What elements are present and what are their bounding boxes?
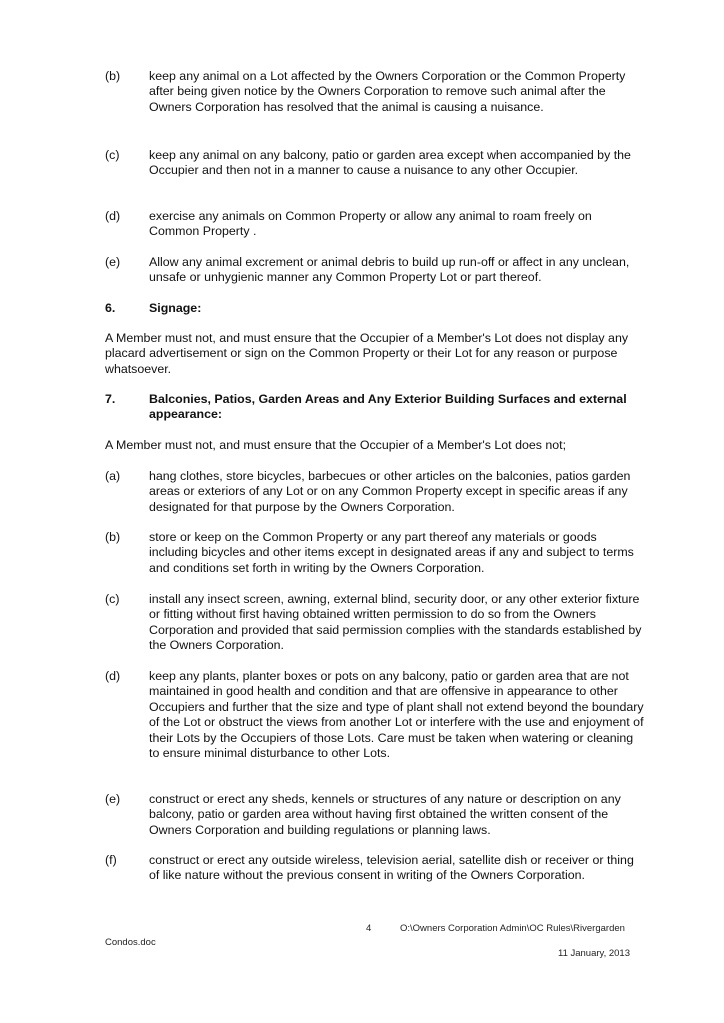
section-number: 6. <box>105 301 116 315</box>
item-label: (a) <box>105 469 121 483</box>
item-text: store or keep on the Common Property or any part thereof any materials or goods including bicycles and other items except in designated areas if any and subject to terms and conditions set forth in writing by the Owners Corporation. <box>149 530 634 575</box>
list-item <box>105 792 645 838</box>
item-text: Allow any animal excrement or animal debris to build up run-off or affect in any unclean, unsafe or unhygienic manner any Common Property Lot or part thereof. <box>149 255 630 285</box>
list-item <box>105 469 645 515</box>
section-number: 7. <box>105 392 116 406</box>
item-label: (b) <box>105 69 121 83</box>
section-body: A Member must not, and must ensure that the Occupier of a Member's Lot does not display any placard advertisement or sign on the Common Property or their Lot for any reason or purpose whatsoever. <box>105 331 629 376</box>
item-text: keep any animal on any balcony, patio or garden area except when accompanied by the Occupier and then not in a manner to cause a nuisance to any other Occupier. <box>149 148 631 178</box>
item-text: keep any plants, planter boxes or pots on any balcony, patio or garden area that are not maintained in good health and condition and that are offensive in appearance to other Occupiers and further that the size and type of plant shall not extend beyond the boundary of the Lot or obstruct the views from another Lot or interfere with the use and enjoyment of their Lots by the Occupiers of those Lots. Care must be taken when watering or cleaning to ensure minimal disturbance to other Lots. <box>149 669 644 761</box>
list-item <box>105 853 645 884</box>
footer-filename: Condos.doc <box>105 937 156 948</box>
list-item <box>105 669 645 761</box>
list-item <box>105 148 645 179</box>
item-label: (e) <box>105 255 121 269</box>
footer-date: 11 January, 2013 <box>557 948 630 959</box>
list-item <box>105 69 645 115</box>
list-item <box>105 530 645 576</box>
list-item <box>105 592 645 654</box>
item-text: install any insect screen, awning, external blind, security door, or any other exterior fixture or fitting without first having obtained written permission to do so from the Owners Corporation and provided that said permission complies with the standards established by the Owners Corporation. <box>149 592 642 653</box>
item-label: (e) <box>105 792 121 806</box>
item-label: (b) <box>105 530 121 544</box>
item-label: (c) <box>105 148 120 162</box>
page-number: 4 <box>366 923 372 934</box>
list-item <box>105 255 645 286</box>
item-text: construct or erect any sheds, kennels or structures of any nature or description on any balcony, patio or garden area without having first obtained the written consent of the Owners Corporation and building regulations or planning laws. <box>149 792 621 837</box>
item-label: (d) <box>105 209 121 223</box>
footer-path: O:\Owners Corporation Admin\OC Rules\Rivergarden <box>400 923 625 934</box>
section-heading <box>105 392 645 423</box>
item-label: (f) <box>105 853 117 867</box>
section-title: Signage: <box>149 301 202 315</box>
item-text: keep any animal on a Lot affected by the Owners Corporation or the Common Property after being given notice by the Owners Corporation to remove such animal after the Owners Corporation has resolved that the animal is causing a nuisance. <box>149 69 626 114</box>
section-title: Balconies, Patios, Garden Areas and Any Exterior Building Surfaces and external appearance: <box>149 392 627 422</box>
section-intro: A Member must not, and must ensure that the Occupier of a Member's Lot does not; <box>105 438 567 452</box>
section-heading <box>105 301 645 316</box>
item-label: (c) <box>105 592 120 606</box>
item-text: construct or erect any outside wireless, television aerial, satellite dish or receiver or thing of like nature without the previous consent in writing of the Owners Corporation. <box>149 853 634 883</box>
item-text: hang clothes, store bicycles, barbecues or other articles on the balconies, patios garden areas or exteriors of any Lot or on any Common Property except in specific areas if any designated for that purpose by the Owners Corporation. <box>149 469 631 514</box>
list-item <box>105 209 645 240</box>
item-label: (d) <box>105 669 121 683</box>
item-text: exercise any animals on Common Property or allow any animal to roam freely on Common Property . <box>149 209 592 239</box>
